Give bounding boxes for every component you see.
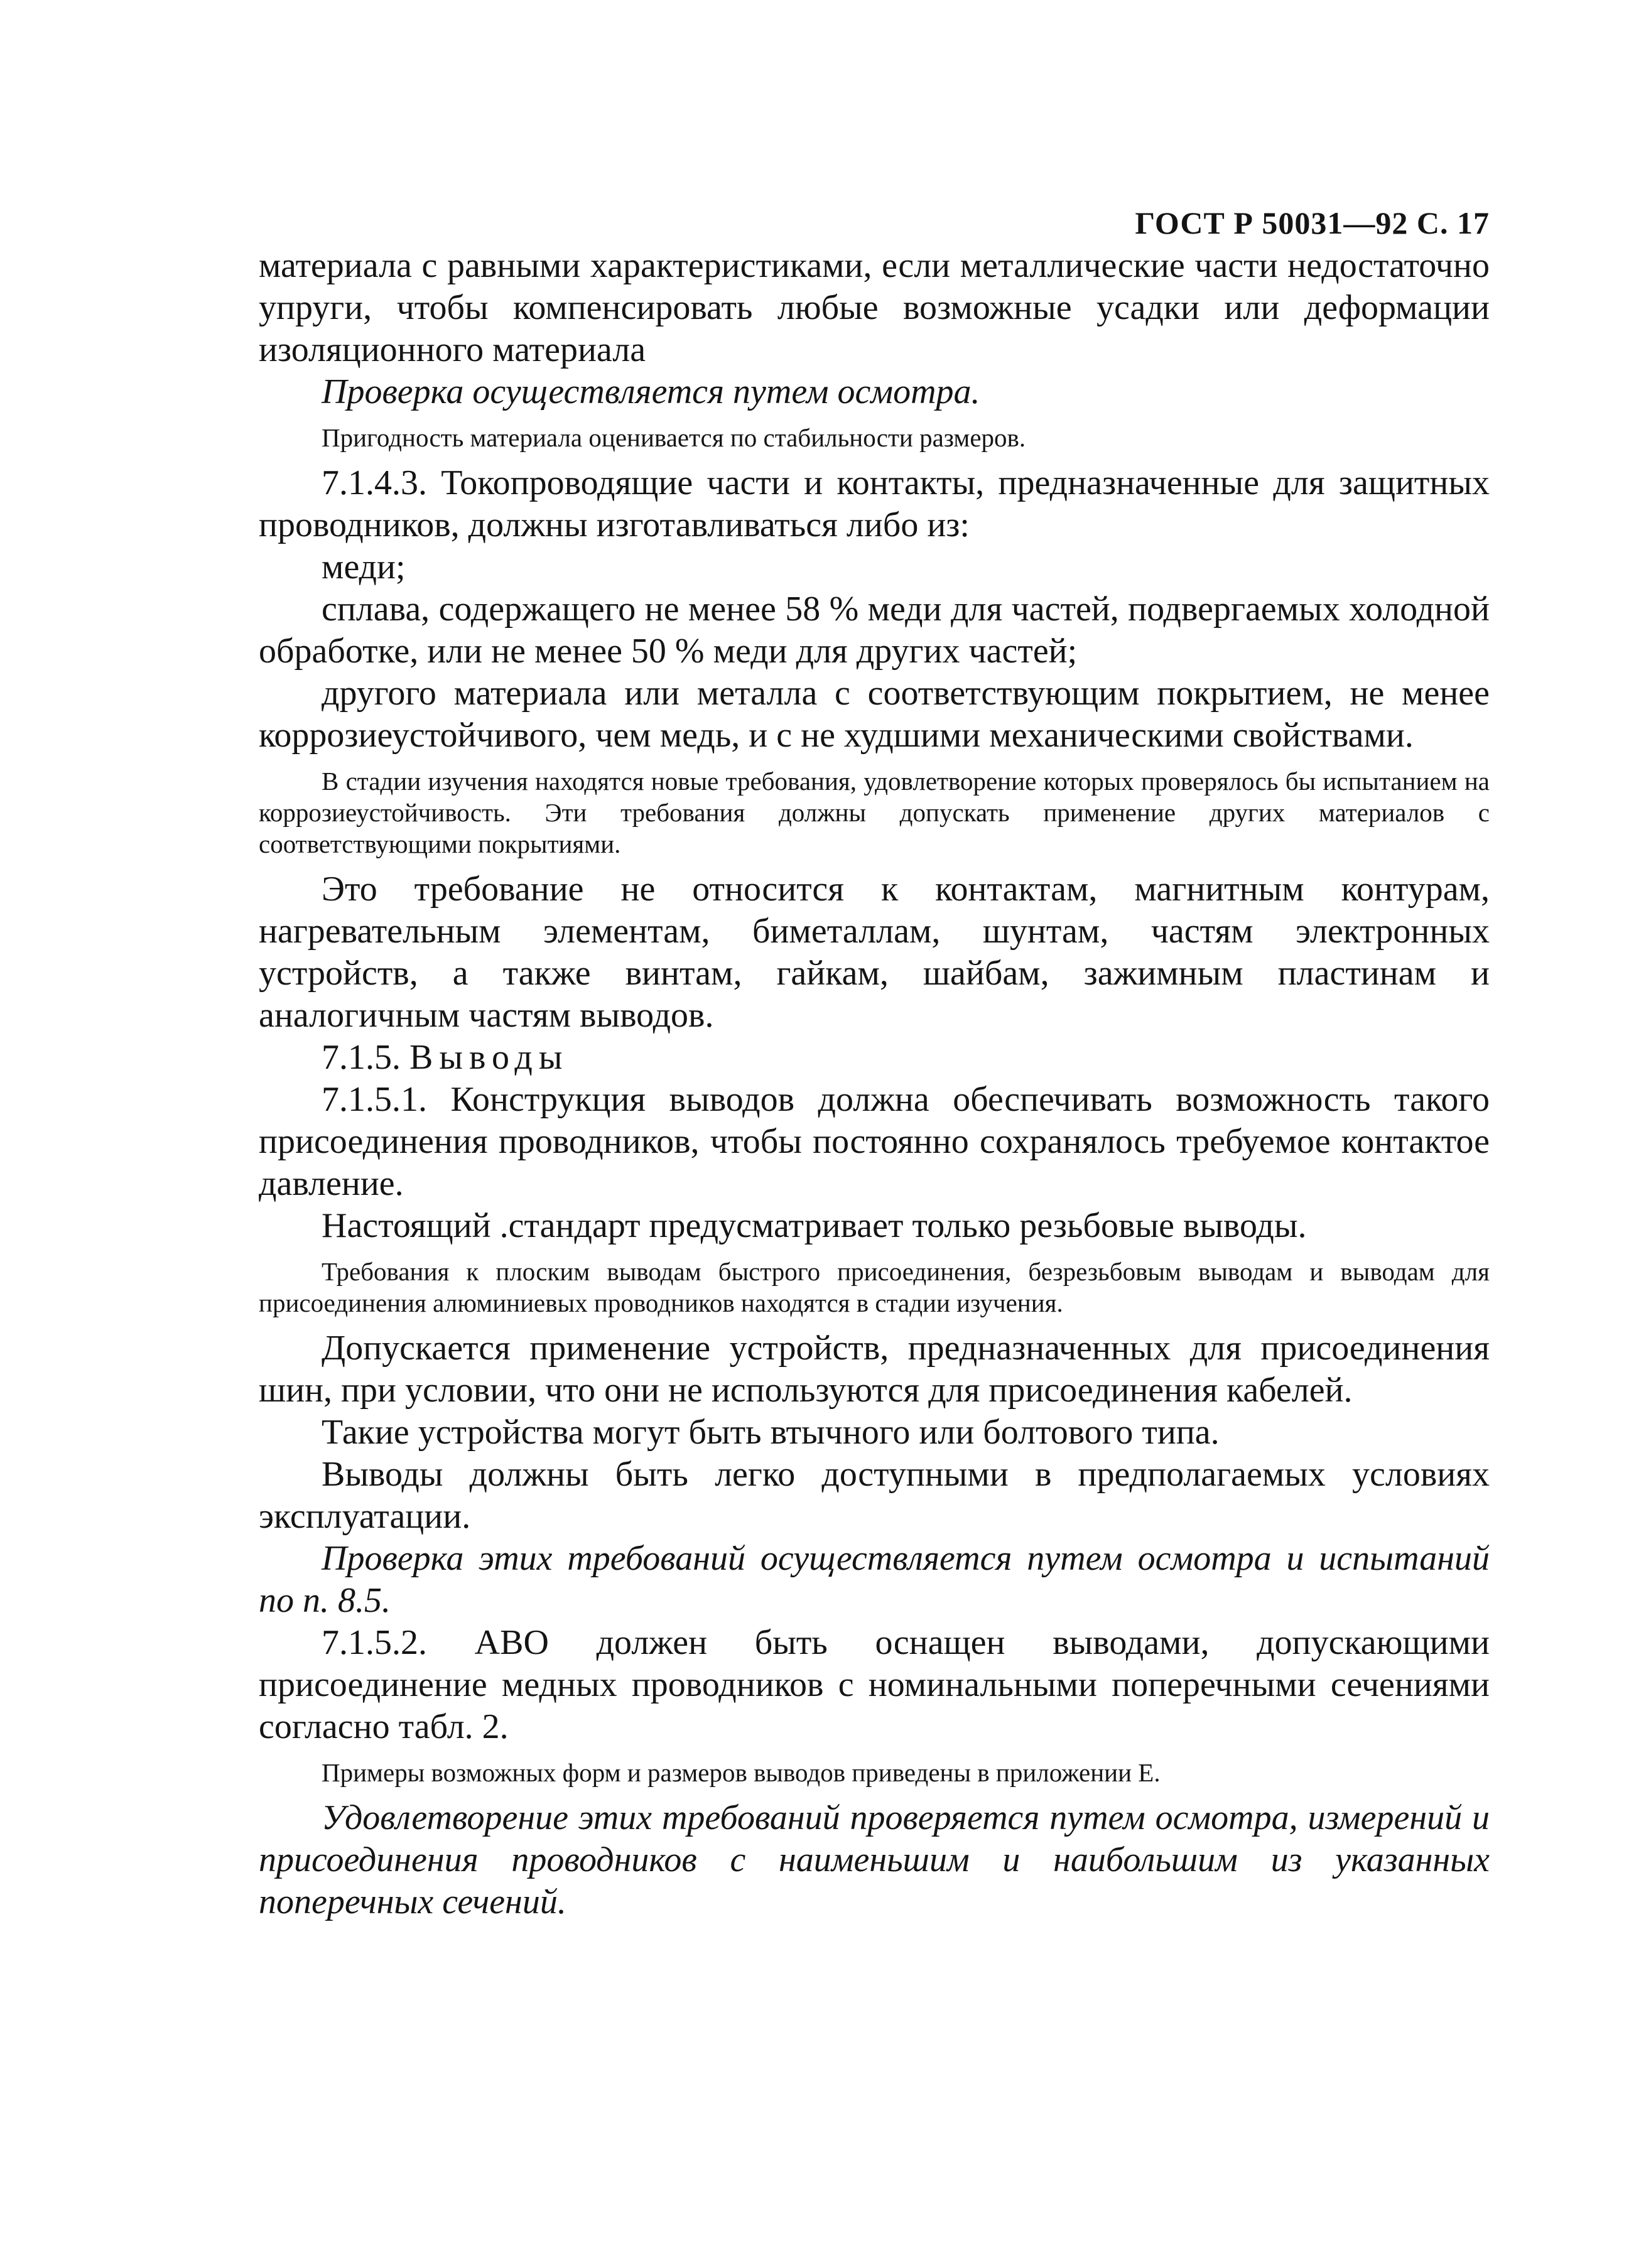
paragraph-exceptions: Это требование не относится к контактам, магнитным контурам, нагревательным элементам, биметаллам, шунтам, частям электронных устройств, а также винтам, гайкам, шайбам, зажимным пластинам и аналогичным частям выводов. <box>259 870 1490 1035</box>
paragraph-check-inspection: Проверка осуществляется путем осмотра. <box>322 372 980 411</box>
list-item-other-material: другого материала или металла с соответствующим покрытием, не менее коррозиеустойчивого, чем медь, и с не худшими механическими свойствами. <box>259 674 1490 755</box>
section-number: 7.1.5. <box>322 1038 401 1077</box>
document-page <box>259 201 1490 2210</box>
paragraph-7-1-5-2: 7.1.5.2. АВО должен быть оснащен выводами, допускающими присоединение медных проводников с номинальными поперечными сечениями согласно табл. 2. <box>259 1623 1490 1746</box>
paragraph-material-continuation: материала с равными характеристиками, если металлические части недостаточно упруги, чтобы компенсировать любые возможные усадки или деформации изоляционного материала <box>259 246 1490 369</box>
paragraph-7-1-4-3: 7.1.4.3. Токопроводящие части и контакты, предназначенные для защитных проводников, должны изготавливаться либо из: <box>259 463 1490 544</box>
paragraph-device-types: Такие устройства могут быть втычного или болтового типа. <box>322 1413 1220 1452</box>
paragraph-busbar-devices: Допускается применение устройств, предназначенных для присоединения шин, при условии, что они не используются для присоединения кабелей. <box>259 1329 1490 1410</box>
paragraph-final-check: Удовлетворение этих требований проверяется путем осмотра, измерений и присоединения проводников с наименьшим и наибольшим из указанных поперечных сечений. <box>259 1798 1490 1921</box>
section-title: Выводы <box>409 1038 569 1077</box>
paragraph-accessibility: Выводы должны быть легко доступными в предполагаемых условиях эксплуатации. <box>259 1455 1490 1536</box>
list-item-copper: меди; <box>322 548 406 586</box>
note-flat-terminals: Требования к плоским выводам быстрого присоединения, безрезьбовым выводам и выводам для присоединения алюминиевых проводников находятся в стадии изучения. <box>259 1257 1490 1317</box>
section-heading-7-1-5 <box>259 1037 1490 1079</box>
note-material-stability: Пригодность материала оценивается по стабильности размеров. <box>322 423 1026 452</box>
note-new-requirements: В стадии изучения находятся новые требования, удовлетворение которых проверялось бы испытанием на коррозиеустойчивость. Эти требования должны допускать применение других материалов с соответствующими покрытиями. <box>259 767 1490 858</box>
paragraph-threaded-terminals: Настоящий .стандарт предусматривает только резьбовые выводы. <box>322 1206 1307 1245</box>
page-header: ГОСТ Р 50031—92 С. 17 <box>1135 205 1490 240</box>
list-item-alloy: сплава, содержащего не менее 58 % меди для частей, подвергаемых холодной обработке, или не менее 50 % меди для других частей; <box>259 590 1490 671</box>
paragraph-check-8-5: Проверка этих требований осуществляется путем осмотра и испытаний по п. 8.5. <box>259 1539 1490 1620</box>
note-appendix-e: Примеры возможных форм и размеров выводов приведены в приложении Е. <box>322 1758 1161 1787</box>
paragraph-7-1-5-1: 7.1.5.1. Конструкция выводов должна обеспечивать возможность такого присоединения проводников, чтобы постоянно сохранялось требуемое контактое давление. <box>259 1080 1490 1203</box>
